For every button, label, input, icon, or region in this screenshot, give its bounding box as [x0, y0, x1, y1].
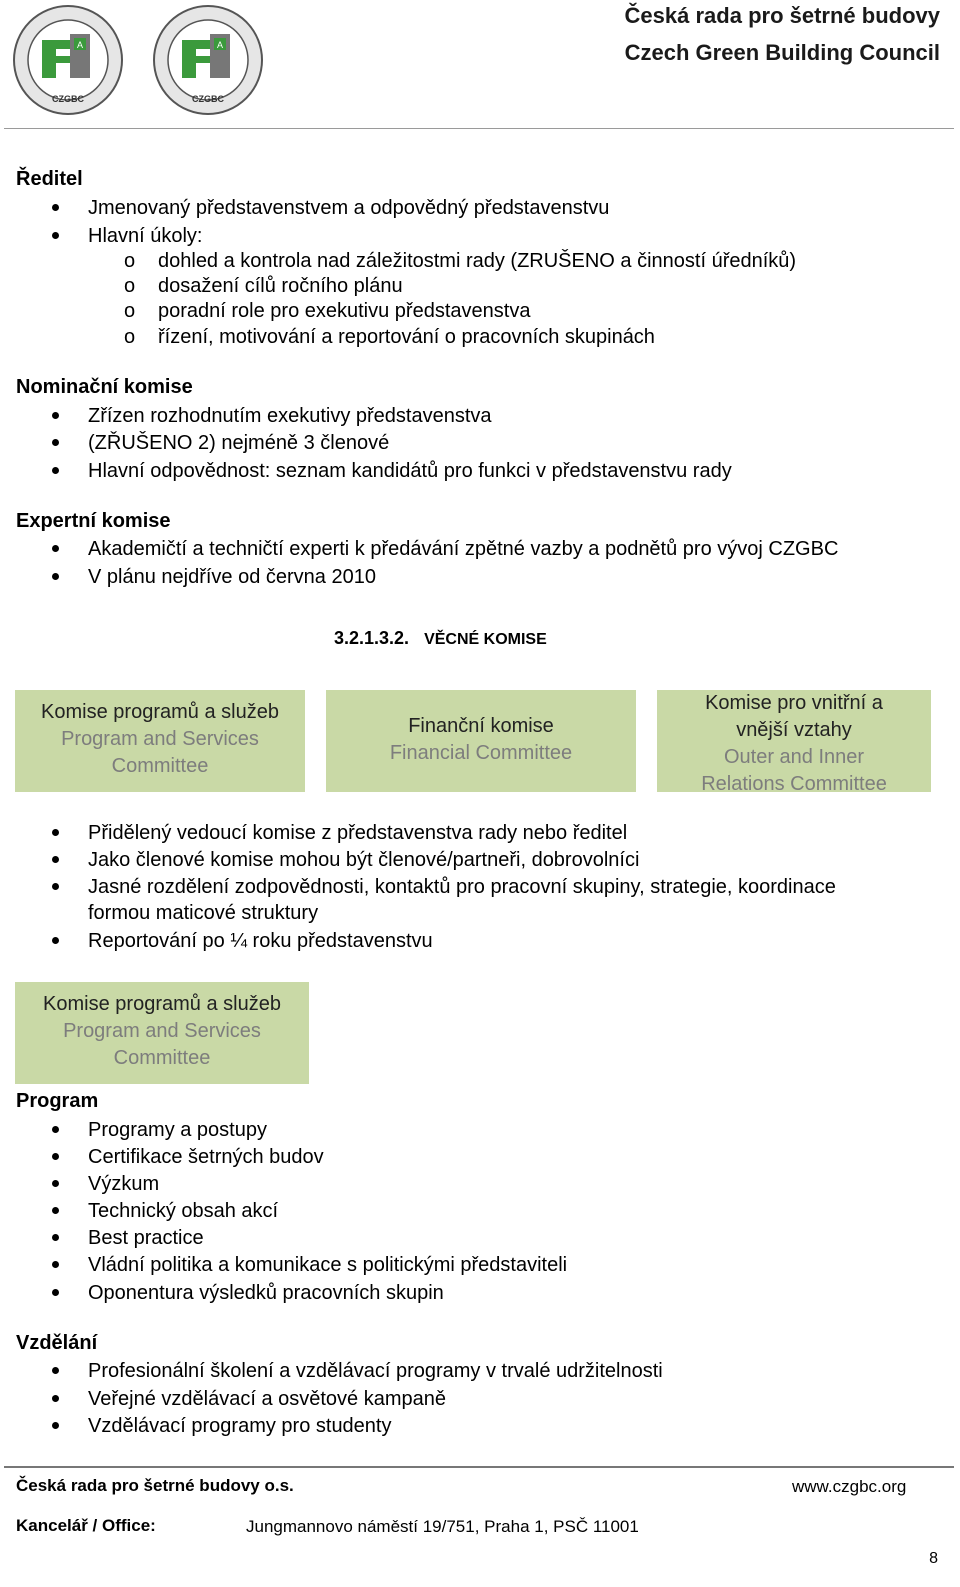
committee-name-en: Program and Services — [61, 728, 259, 750]
footer-divider — [4, 1466, 954, 1468]
org-name-en: Czech Green Building Council — [624, 40, 940, 65]
heading-nominacni: Nominační komise — [16, 376, 193, 398]
bullet — [52, 1261, 59, 1268]
bullet — [52, 1234, 59, 1241]
list-item: Jako členové komise mohou být členové/partneři, dobrovolníci — [88, 849, 640, 871]
committee-name-en: Relations Committee — [701, 773, 887, 795]
list-item: Vládní politika a komunikace s politickými představiteli — [88, 1254, 568, 1276]
committee-name-en: Committee — [113, 1047, 211, 1069]
svg-text:CZGBC: CZGBC — [192, 94, 224, 104]
bullet — [52, 1153, 59, 1160]
sub-marker: o — [124, 326, 136, 348]
heading-expertni: Expertní komise — [16, 510, 171, 532]
committee-name-en: Outer and Inner — [723, 746, 865, 768]
section-title: VĚCNÉ KOMISE — [424, 631, 547, 648]
list-item: V plánu nejdříve od června 2010 — [88, 566, 376, 588]
list-item: Programy a postupy — [88, 1119, 267, 1141]
svg-text:CZGBC: CZGBC — [52, 94, 84, 104]
sub-list-item: řízení, motivování a reportování o pracovních skupinách — [158, 326, 655, 348]
committee-box-programs — [15, 690, 305, 792]
bullet — [52, 856, 59, 863]
svg-text:A: A — [76, 40, 84, 50]
page-number: 8 — [929, 1550, 938, 1567]
sub-list-item: poradní role pro exekutivu představenstva — [158, 300, 531, 322]
bullet — [52, 1395, 59, 1402]
list-item: Vzdělávací programy pro studenty — [88, 1415, 392, 1437]
list-item: Oponentura výsledků pracovních skupin — [88, 1282, 444, 1304]
bullet — [52, 1207, 59, 1214]
czgbc-logo-cz — [12, 4, 124, 116]
bullet — [52, 883, 59, 890]
footer-org: Česká rada pro šetrné budovy o.s. — [16, 1476, 294, 1495]
list-item: Profesionální školení a vzdělávací programy v trvalé udržitelnosti — [88, 1360, 663, 1382]
committee-name-cz: vnější vztahy — [736, 719, 852, 741]
committee-box-finance — [326, 690, 636, 792]
bullet — [52, 232, 59, 239]
list-item: Certifikace šetrných budov — [88, 1146, 324, 1168]
footer-office-label: Kancelář / Office: — [16, 1516, 156, 1535]
list-item: Jasné rozdělení zodpovědnosti, kontaktů pro pracovní skupiny, strategie, koordinace — [88, 876, 836, 898]
list-item: Best practice — [88, 1227, 204, 1249]
committee-box-programs-detail — [15, 982, 309, 1084]
sub-list-item: dohled a kontrola nad záležitostmi rady (ZRUŠENO a činností úředníků) — [158, 250, 797, 272]
list-item: Přidělený vedoucí komise z představenstva rady nebo ředitel — [88, 822, 628, 844]
bullet — [52, 1422, 59, 1429]
committee-name-en: Committee — [111, 755, 209, 777]
bullet — [52, 829, 59, 836]
committee-name-cz: Finanční komise — [408, 715, 554, 737]
list-item: Technický obsah akcí — [88, 1200, 279, 1222]
section-number: 3.2.1.3.2. — [334, 628, 410, 648]
list-item: Zřízen rozhodnutím exekutivy představenstva — [88, 405, 492, 427]
heading-reditel: Ředitel — [16, 168, 83, 190]
list-item: Veřejné vzdělávací a osvětové kampaně — [88, 1388, 446, 1410]
bullet — [52, 1289, 59, 1296]
bullet — [52, 545, 59, 552]
org-name-cz: Česká rada pro šetrné budovy — [624, 3, 940, 28]
bullet — [52, 937, 59, 944]
section-heading — [334, 628, 547, 649]
committee-name-cz: Komise pro vnitřní a — [705, 692, 883, 714]
committee-box-relations — [657, 690, 931, 795]
header-divider — [4, 128, 954, 129]
heading-program: Program — [16, 1090, 99, 1112]
sub-marker: o — [124, 275, 136, 297]
list-item: Výzkum — [88, 1173, 160, 1195]
list-item-continuation: formou maticové struktury — [88, 902, 319, 924]
footer-address: Jungmannovo náměstí 19/751, Praha 1, PSČ 11001 — [246, 1517, 639, 1536]
bullet — [52, 573, 59, 580]
list-item: Akademičtí a techničtí experti k předávání zpětné vazby a podnětů pro vývoj CZGBC — [88, 538, 839, 560]
list-item: (ZŘUŠENO 2) nejméně 3 členové — [88, 432, 390, 454]
committee-name-cz: Komise programů a služeb — [43, 993, 281, 1015]
bullet — [52, 1180, 59, 1187]
list-item: Hlavní úkoly: — [88, 225, 203, 247]
footer-website[interactable]: www.czgbc.org — [792, 1477, 907, 1496]
list-item: Reportování po ¼ roku představenstvu — [88, 930, 433, 952]
heading-vzdelani: Vzdělání — [16, 1332, 98, 1354]
svg-text:A: A — [216, 40, 224, 50]
bullet — [52, 1126, 59, 1133]
sub-marker: o — [124, 300, 136, 322]
bullet — [52, 1367, 59, 1374]
bullet — [52, 467, 59, 474]
czgbc-logo-en — [152, 4, 264, 116]
bullet — [52, 412, 59, 419]
committee-name-cz: Komise programů a služeb — [41, 701, 279, 723]
committee-name-en: Financial Committee — [389, 742, 573, 764]
bullet — [52, 439, 59, 446]
sub-list-item: dosažení cílů ročního plánu — [158, 275, 403, 297]
bullet — [52, 204, 59, 211]
list-item: Jmenovaný představenstvem a odpovědný představenstvu — [88, 197, 610, 219]
committee-name-en: Program and Services — [63, 1020, 261, 1042]
list-item: Hlavní odpovědnost: seznam kandidátů pro funkci v představenstvu rady — [88, 460, 732, 482]
sub-marker: o — [124, 250, 136, 272]
